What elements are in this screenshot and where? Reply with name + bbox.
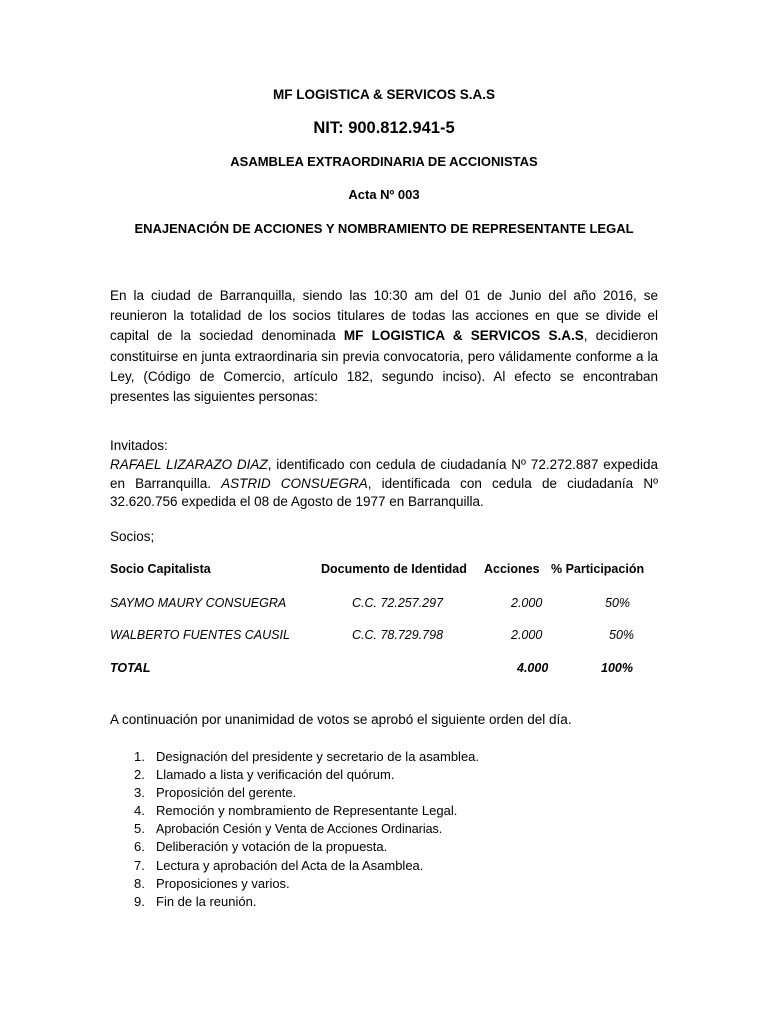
order-intro: A continuación por unanimidad de votos se aprobó el siguiente orden del día.: [110, 712, 572, 727]
invitados-label: Invitados:: [110, 438, 168, 453]
intro-paragraph: [110, 286, 658, 407]
row-2-doc: C.C. 78.729.798: [352, 628, 444, 642]
invitado-2-name: ASTRID CONSUEGRA: [221, 475, 368, 491]
row-2-acciones: 2.000: [511, 628, 543, 642]
intro-text-1: En la ciudad de Barranquilla, siendo las 10:30 am del 01 de Junio del año 2016, se reunieron la totalidad de los socios titulares de todas las acciones en que se divide el capital de la sociedad denominada: [110, 288, 658, 344]
intro-text-2: , decidieron constituirse en junta extraordinaria sin previa convocatoria, pero válidamente conforme a la Ley, (Código de Comercio, artículo 182, segundo inciso). Al efecto se encontraban presentes las siguientes personas:: [110, 328, 659, 405]
invitado-1-text: , identificado con cedula de ciudadanía Nº 72.272.887 expedida en Barranquilla.: [110, 457, 658, 491]
agenda-item: 1. Designación del presidente y secretario de la asamblea.: [134, 749, 480, 764]
row-1-doc: C.C. 72.257.297: [352, 596, 444, 610]
socios-label: Socios;: [110, 529, 155, 544]
col-header-socio: Socio Capitalista: [110, 562, 211, 576]
agenda-list: [110, 748, 479, 911]
col-header-documento: Documento de Identidad: [321, 562, 467, 576]
intro-company-name: MF LOGISTICA & SERVICOS S.A.S: [343, 328, 584, 344]
subject-title: ENAJENACIÓN DE ACCIONES Y NOMBRAMIENTO DE REPRESENTANTE LEGAL: [134, 221, 634, 236]
total-pct: 100%: [601, 661, 633, 675]
agenda-item: 7. Lectura y aprobación del Acta de la Asamblea.: [134, 857, 424, 873]
total-label: TOTAL: [110, 661, 151, 675]
col-header-participacion: % Participación: [551, 562, 645, 576]
company-title: MF LOGISTICA & SERVICOS S.A.S: [272, 87, 496, 102]
agenda-item: 9. Fin de la reunión.: [134, 893, 257, 909]
row-1-name: SAYMO MAURY CONSUEGRA: [110, 596, 287, 610]
row-1-pct: 50%: [605, 596, 631, 610]
agenda-item: 8. Proposiciones y varios.: [134, 875, 290, 891]
row-1-acciones: 2.000: [511, 596, 543, 610]
row-2-pct: 50%: [609, 628, 635, 642]
agenda-item: 2. Llamado a lista y verificación del quórum.: [134, 767, 395, 783]
col-header-acciones: Acciones: [484, 562, 540, 576]
total-acciones: 4.000: [517, 661, 549, 675]
invitados-paragraph: [110, 456, 658, 512]
acta-number: Acta Nº 003: [348, 187, 420, 202]
agenda-item: 3. Proposición del gerente.: [134, 785, 297, 801]
agenda-item: 6. Deliberación y votación de la propuesta.: [134, 839, 388, 855]
invitado-2-text: , identificada con cedula de ciudadanía Nº 32.620.756 expedida el 08 de Agosto de 1977 en Barranquilla.: [110, 475, 658, 509]
agenda-item: 4. Remoción y nombramiento de Representante Legal.: [134, 803, 458, 819]
agenda-item: 5. Aprobación Cesión y Venta de Acciones Ordinarias.: [134, 821, 443, 837]
invitado-1-name: RAFAEL LIZARAZO DIAZ: [110, 457, 268, 472]
row-2-name: WALBERTO FUENTES CAUSIL: [110, 628, 290, 642]
nit-number: NIT: 900.812.941-5: [313, 119, 455, 137]
assembly-title: ASAMBLEA EXTRAORDINARIA DE ACCIONISTAS: [230, 154, 538, 169]
